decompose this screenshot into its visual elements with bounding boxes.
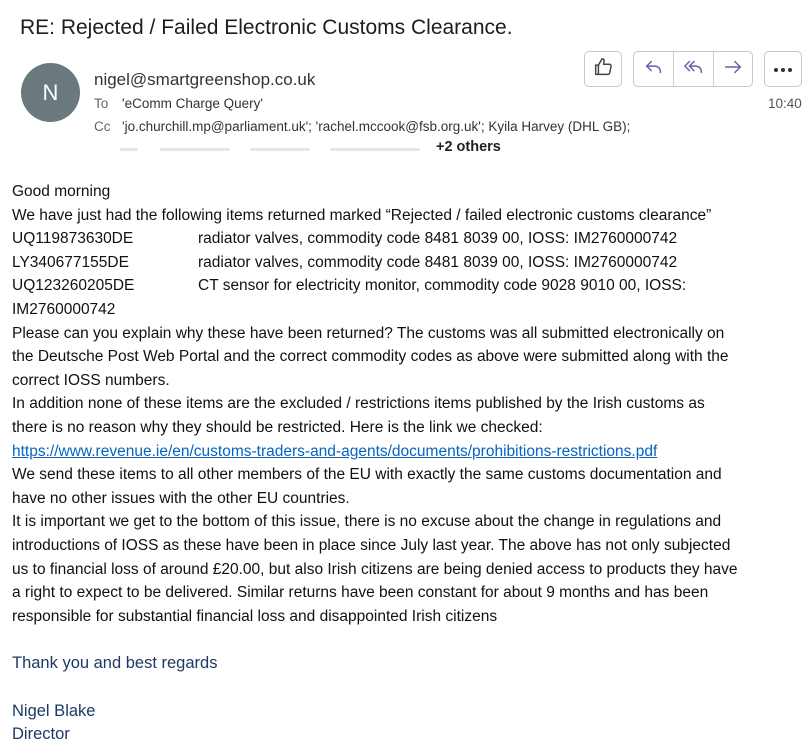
paragraph-line: introductions of IOSS as these have been in place since July last year. The above has not only subjected <box>12 536 731 554</box>
paragraph-line: there is no reason why they should be restricted. Here is the link we checked: <box>12 418 543 436</box>
tracking-number: LY340677155DE <box>12 253 129 271</box>
paragraph-line: responsible for substantial financial loss and disappointed Irish citizens <box>12 607 498 625</box>
reply-icon <box>643 56 665 83</box>
sent-time: 10:40 <box>768 96 802 111</box>
cc-label: Cc <box>94 119 111 134</box>
cc-row <box>94 119 630 134</box>
reply-all-button[interactable] <box>673 52 712 86</box>
reply-button[interactable] <box>634 52 673 86</box>
more-icon <box>773 60 793 78</box>
paragraph-line: In addition none of these items are the excluded / restrictions items published by the Irish customs as <box>12 395 705 413</box>
signoff: Thank you and best regards <box>12 654 218 673</box>
email-body <box>12 180 804 747</box>
restrictions-link[interactable]: https://www.revenue.ie/en/customs-traders-and-agents/documents/prohibitions-restrictions.pdf <box>12 442 658 460</box>
paragraph-line: We send these items to all other members of the EU with exactly the same customs documentation and <box>12 466 722 484</box>
to-recipient[interactable]: 'eComm Charge Query' <box>122 96 263 111</box>
intro-text: We have just had the following items returned marked “Rejected / failed electronic customs clearance” <box>12 206 712 224</box>
reply-actions <box>633 51 753 87</box>
avatar[interactable] <box>21 63 80 122</box>
item-line <box>12 274 804 298</box>
item-description: CT sensor for electricity monitor, commodity code 9028 9010 00, IOSS: <box>198 277 687 295</box>
avatar-initial: N <box>42 79 59 105</box>
like-button[interactable] <box>584 51 622 87</box>
item-continuation: IM2760000742 <box>12 300 116 318</box>
item-line <box>12 251 804 275</box>
reply-all-icon <box>682 56 706 83</box>
forward-button[interactable] <box>713 52 752 86</box>
paragraph-line: Please can you explain why these have been returned? The customs was all submitted electronically on <box>12 324 725 342</box>
paragraph-line: a right to expect to be delivered. Similar returns have been constant for about 9 months and has been <box>12 584 709 602</box>
email-subject: RE: Rejected / Failed Electronic Customs Clearance. <box>20 16 513 39</box>
more-recipients-link[interactable]: +2 others <box>436 139 501 155</box>
to-row <box>94 96 263 111</box>
signature-title: Director <box>12 725 70 744</box>
thumbs-up-icon <box>592 56 614 83</box>
paragraph-line: have no other issues with the other EU countries. <box>12 489 350 507</box>
forward-icon <box>722 56 744 83</box>
tracking-number: UQ119873630DE <box>12 230 134 248</box>
paragraph-line: us to financial loss of around £20.00, but also Irish citizens are being denied access to products they have <box>12 560 738 578</box>
signature-name: Nigel Blake <box>12 701 96 720</box>
item-description: radiator valves, commodity code 8481 8039 00, IOSS: IM2760000742 <box>198 230 678 248</box>
item-description: radiator valves, commodity code 8481 8039 00, IOSS: IM2760000742 <box>198 253 678 271</box>
greeting: Good morning <box>12 183 111 200</box>
paragraph-line: It is important we get to the bottom of this issue, there is no excuse about the change in regulations and <box>12 513 722 531</box>
cc-recipients[interactable]: 'jo.churchill.mp@parliament.uk'; 'rachel.mccook@fsb.org.uk'; Kyila Harvey (DHL GB); <box>122 119 631 134</box>
tracking-number: UQ123260205DE <box>12 277 135 295</box>
sender-address[interactable]: nigel@smartgreenshop.co.uk <box>94 70 316 89</box>
to-label: To <box>94 96 109 111</box>
more-actions-button[interactable] <box>764 51 802 87</box>
redacted-recipients <box>120 144 420 154</box>
paragraph-line: correct IOSS numbers. <box>12 371 170 389</box>
item-line <box>12 227 804 251</box>
paragraph-line: the Deutsche Post Web Portal and the correct commodity codes as above were submitted along with the <box>12 348 729 366</box>
